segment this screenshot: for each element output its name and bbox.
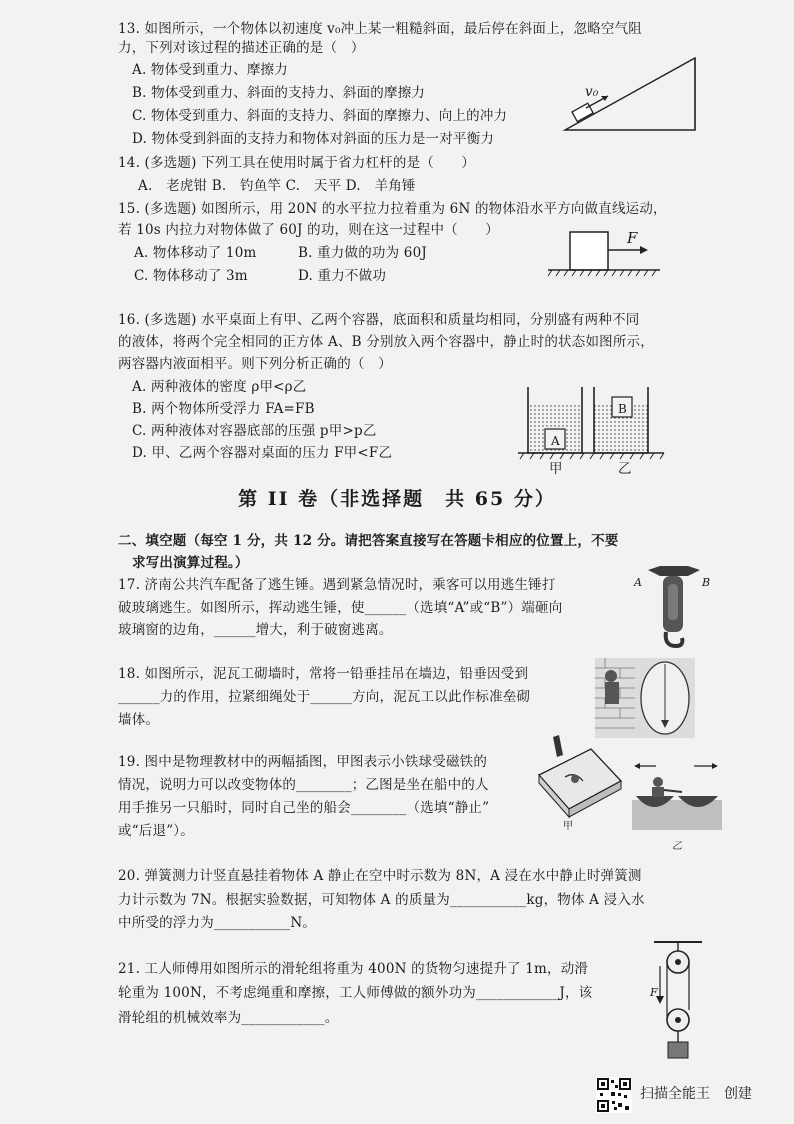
q20-line3: 中所受的浮力为___________N。 xyxy=(118,915,317,931)
q20-line2: 力计示数为 7N。根据实验数据，可知物体 A 的质量为___________kg，物体 A 浸入水 xyxy=(118,892,645,908)
q16-option-a: A. 两种液体的密度 ρ甲<ρ乙 xyxy=(132,379,307,395)
incline-figure xyxy=(560,50,700,140)
q13-stem-line1: 13. 如图所示，一个物体以初速度 v₀冲上某一粗糙斜面，最后停在斜面上，忽略空气阻 xyxy=(118,21,642,37)
q19-line1: 19. 图中是物理教材中的两幅插图，甲图表示小铁球受磁铁的 xyxy=(118,754,488,770)
q13-option-d: D. 物体受到斜面的支持力和物体对斜面的压力是一对平衡力 xyxy=(132,131,495,147)
part2-instructions-line2: 求写出演算过程。） xyxy=(132,555,249,571)
q16-option-c: C. 两种液体对容器底部的压强 p甲>p乙 xyxy=(132,423,377,439)
q16-stem-line1: 16. (多选题) 水平桌面上有甲、乙两个容器，底面积和质量均相同，分别盛有两种不同 xyxy=(118,312,640,328)
q21-line2: 轮重为 100N，不考虑绳重和摩擦，工人师傅做的额外功为____________J，该 xyxy=(118,985,593,1001)
q17-line1: 17. 济南公共汽车配备了逃生锤。遇到紧急情况时，乘客可以用逃生锤打 xyxy=(118,577,556,593)
scanner-watermark: 扫描全能王 创建 xyxy=(640,1086,752,1102)
cube-b-label: B xyxy=(618,402,628,416)
hammer-end-a-label: A xyxy=(634,576,643,589)
q15-stem-line1: 15. (多选题) 如图所示，用 20N 的水平拉力拉着重为 6N 的物体沿水平方向做直线运动， xyxy=(118,201,667,217)
pull-force-label: F xyxy=(627,229,638,247)
q15-option-b: B. 重力做的功为 60J xyxy=(298,245,427,261)
q16-stem-line2: 的液体，将两个完全相同的正方体 A、B 分别放入两个容器中，静止时的状态如图所示， xyxy=(118,334,654,350)
q14-stem: 14. (多选题) 下列工具在使用时属于省力杠杆的是（ ） xyxy=(118,155,476,171)
q18-line3: 墙体。 xyxy=(118,712,160,728)
qr-code-icon xyxy=(596,1077,632,1113)
q13-option-b: B. 物体受到重力、斜面的支持力、斜面的摩擦力 xyxy=(132,85,426,101)
q13-stem-line2: 力，下列对该过程的描述正确的是（ ） xyxy=(118,40,365,56)
q15-stem-line2: 若 10s 内拉力对物体做了 60J 的功，则在这一过程中（ ） xyxy=(118,222,499,238)
q19-line2: 情况，说明力可以改变物体的________；乙图是坐在船中的人 xyxy=(118,777,489,793)
container-jia-label: 甲 xyxy=(549,461,563,477)
two-containers-figure xyxy=(518,385,668,465)
q15-option-d: D. 重力不做功 xyxy=(298,268,387,284)
q16-option-d: D. 甲、乙两个容器对桌面的压力 F甲<F乙 xyxy=(132,445,393,461)
plumb-line-figure xyxy=(595,658,695,738)
figure-jia-label: 甲 xyxy=(563,821,574,832)
q18-line2: ______力的作用，拉紧细绳处于______方向，泥瓦工以此作标准垒砌 xyxy=(118,689,531,705)
q13-option-c: C. 物体受到重力、斜面的支持力、斜面的摩擦力、向上的冲力 xyxy=(132,108,508,124)
q15-option-a: A. 物体移动了 10m xyxy=(134,245,257,261)
q21-line3: 滑轮组的机械效率为____________。 xyxy=(118,1010,339,1026)
q17-line2: 破玻璃逃生。如图所示，挥动逃生锤，使______（选填“A”或“B”）端砸向 xyxy=(118,600,563,616)
magnet-ball-figure xyxy=(535,735,625,820)
part2-instructions-line1: 二、填空题（每空 1 分，共 12 分。请把答案直接写在答题卡相应的位置上，不要 xyxy=(118,533,619,549)
section-title: 第 II 卷（非选择题 共 65 分） xyxy=(238,488,556,510)
q18-line1: 18. 如图所示，泥瓦工砌墙时，常将一铅垂挂吊在墙边，铅垂因受到 xyxy=(118,666,529,682)
q20-line1: 20. 弹簧测力计竖直悬挂着物体 A 静止在空中时示数为 8N，A 浸在水中静止时弹簧测 xyxy=(118,868,642,884)
q19-line4: 或“后退”）。 xyxy=(118,823,194,839)
container-yi-label: 乙 xyxy=(618,461,632,477)
q15-option-c: C. 物体移动了 3m xyxy=(134,268,248,284)
cube-a-label: A xyxy=(551,434,560,448)
figure-yi-label: 乙 xyxy=(672,841,683,852)
q16-stem-line3: 两容器内液面相平。则下列分析正确的（ ） xyxy=(118,356,392,372)
q13-option-a: A. 物体受到重力、摩擦力 xyxy=(132,62,288,78)
incline-v0-label: v₀ xyxy=(585,84,599,100)
q17-line3: 玻璃窗的边角，______增大，利于破窗逃离。 xyxy=(118,622,393,638)
q21-line1: 21. 工人师傅用如图所示的滑轮组将重为 400N 的货物匀速提升了 1m，动滑 xyxy=(118,961,589,977)
q14-options: A. 老虎钳 B. 钓鱼竿 C. 天平 D. 羊角锤 xyxy=(138,178,416,194)
safety-hammer-figure xyxy=(644,560,704,650)
hammer-end-b-label: B xyxy=(702,576,711,589)
q16-option-b: B. 两个物体所受浮力 FA=FB xyxy=(132,401,315,417)
pulley-force-label: F xyxy=(650,986,658,999)
boats-figure xyxy=(632,760,722,835)
pulley-system-figure xyxy=(648,940,708,1062)
pull-block-figure xyxy=(548,226,668,286)
q19-line3: 用手推另一只船时，同时自己坐的船会________（选填“静止” xyxy=(118,800,490,816)
